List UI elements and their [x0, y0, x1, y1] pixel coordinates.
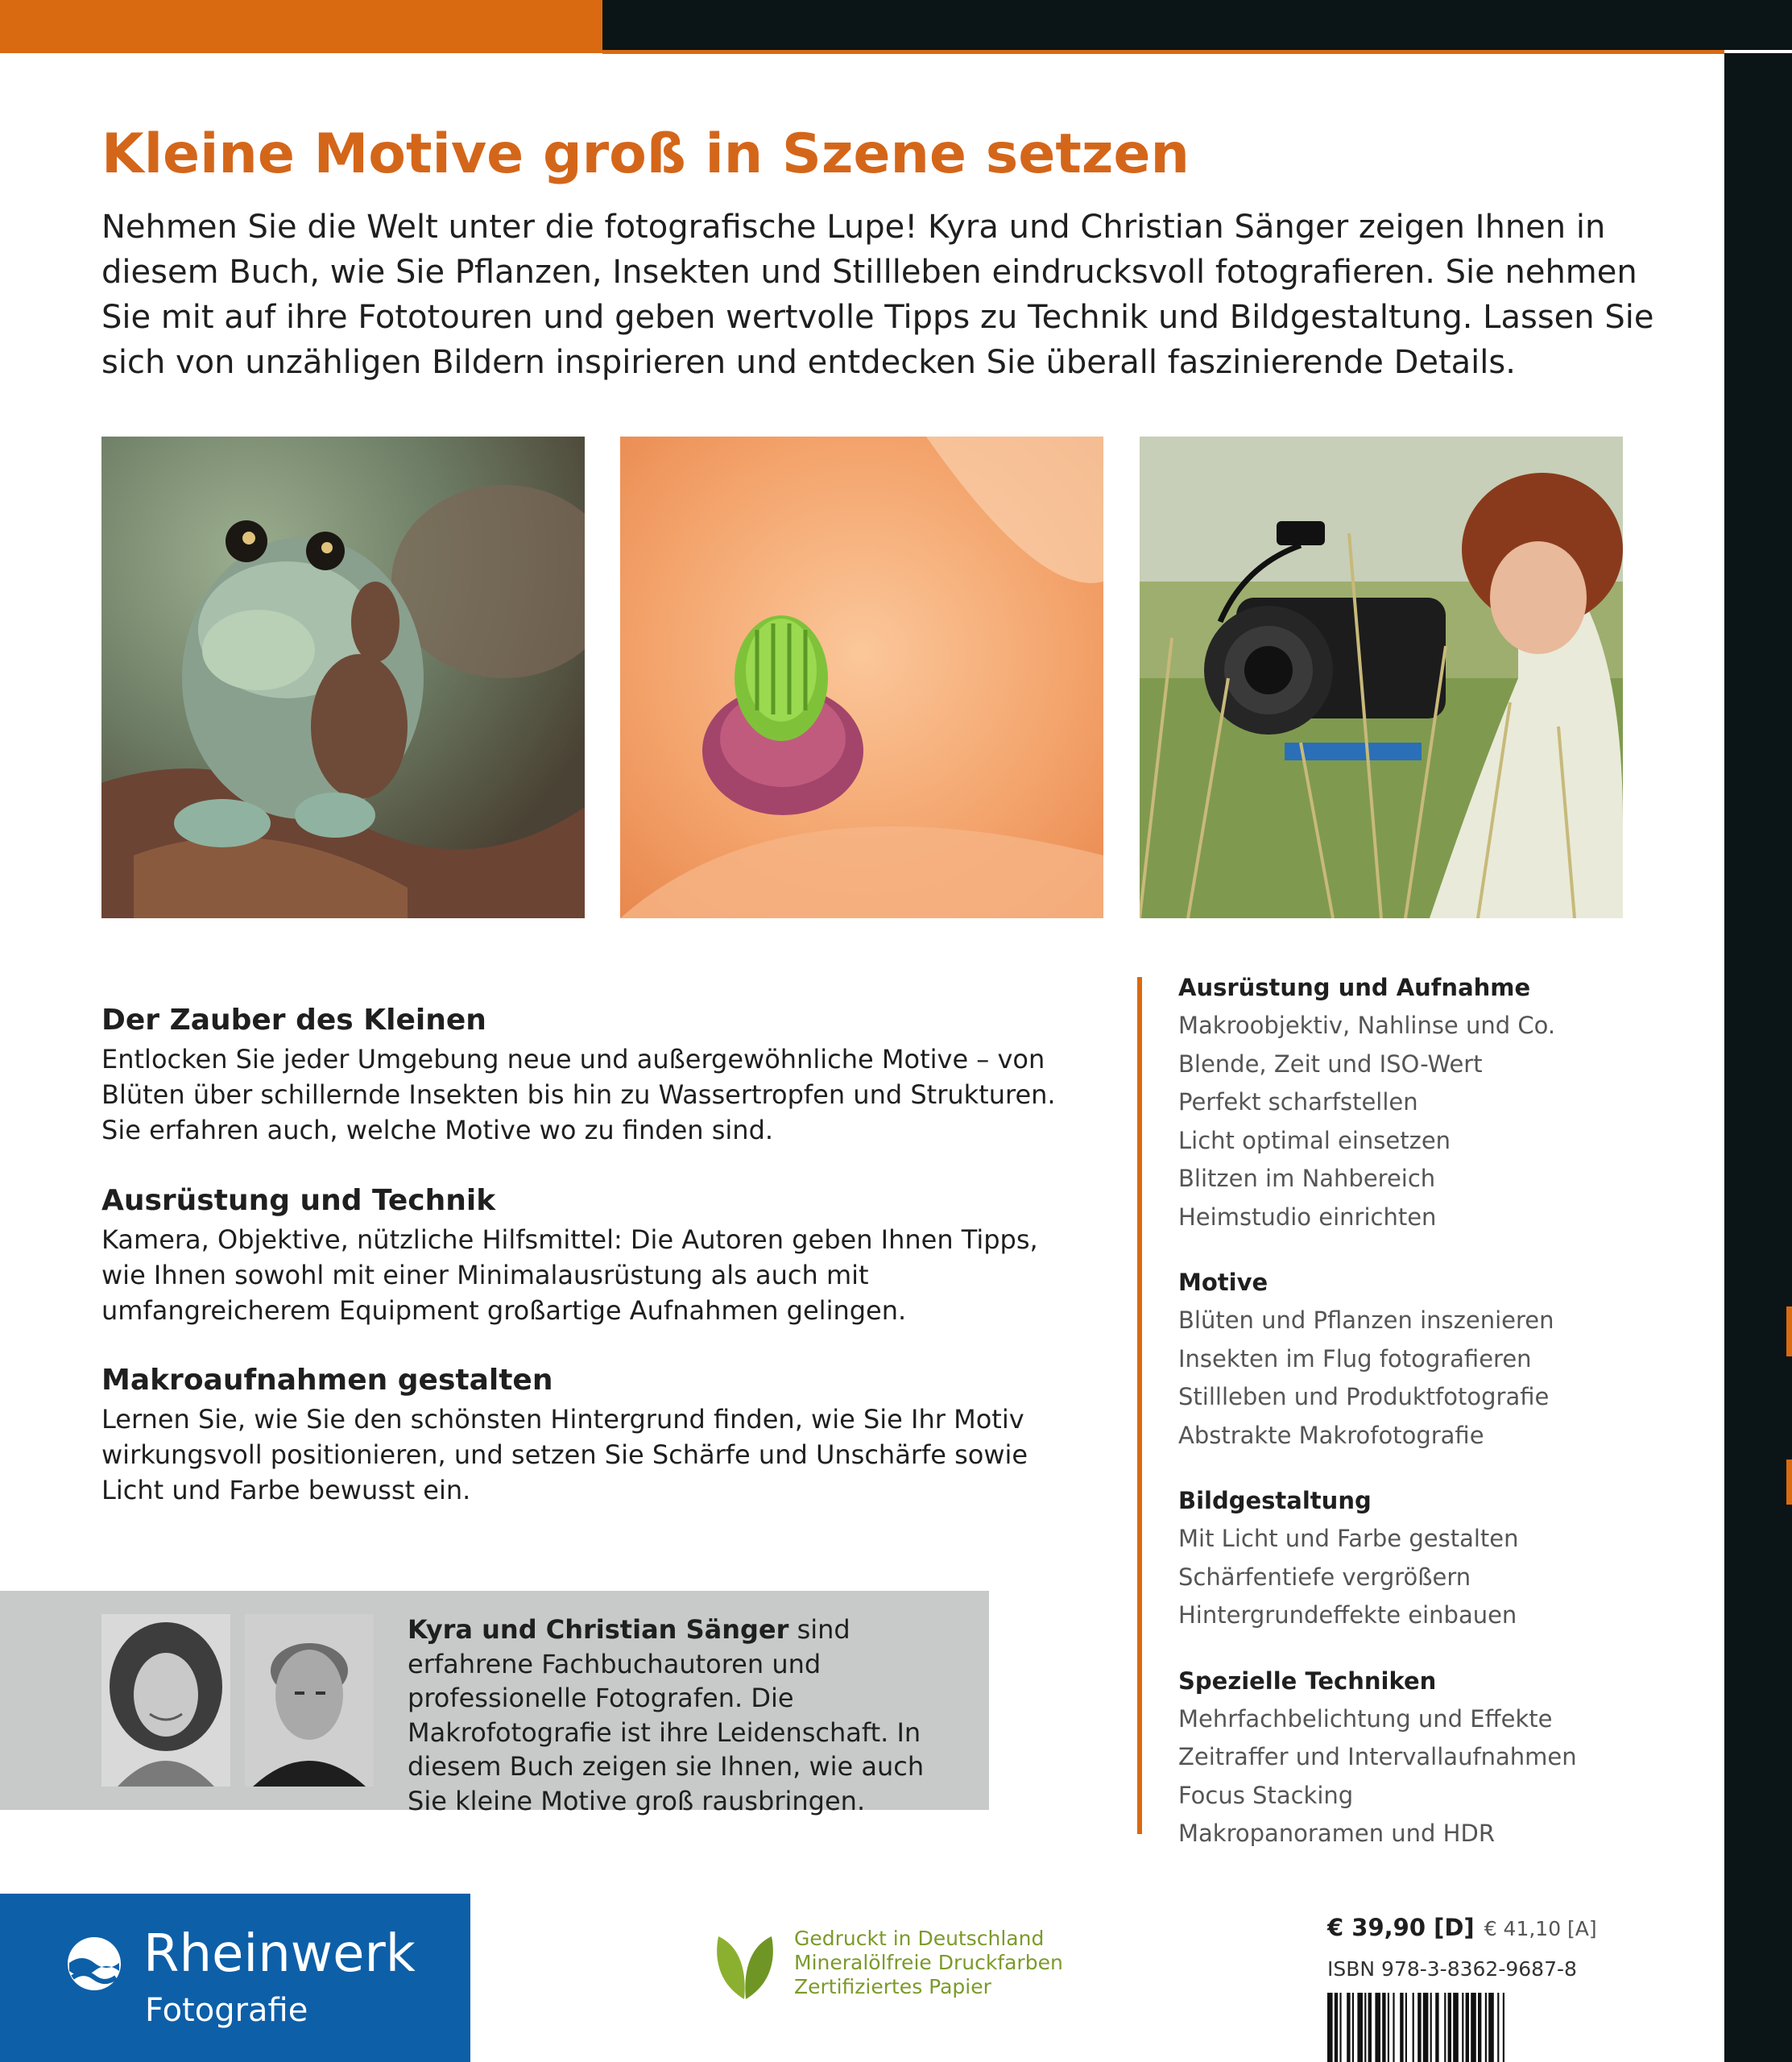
toc-item: Abstrakte Makrofotografie [1178, 1421, 1484, 1449]
barcode-bar [1327, 1993, 1333, 2062]
barcode-bar [1347, 1993, 1350, 2062]
feature-ausruestung [101, 1184, 1068, 1328]
toc-item: Makropanoramen und HDR [1178, 1820, 1495, 1847]
barcode-bar [1444, 1993, 1446, 2062]
toc-item: Blitzen im Nahbereich [1178, 1165, 1436, 1192]
author-bio [408, 1613, 971, 1818]
barcode-bar [1448, 1993, 1451, 2062]
spine-accent [1786, 1460, 1792, 1505]
barcode-bar [1497, 1993, 1499, 2062]
barcode-bar [1352, 1993, 1354, 2062]
leaf-icon [712, 1928, 778, 2001]
toc-item: Heimstudio einrichten [1178, 1203, 1437, 1231]
publisher-name: Rheinwerk [143, 1924, 416, 1984]
book-spine [1724, 53, 1792, 2062]
frog-photo [101, 437, 585, 918]
barcode-bar [1375, 1993, 1380, 2062]
toc-item: Stillleben und Produktfotografie [1178, 1383, 1550, 1410]
publisher-block [0, 1894, 470, 2062]
author-portrait-kyra [101, 1614, 230, 1787]
barcode-bar [1388, 1993, 1389, 2062]
toc-item: Hintergrundeffekte einbauen [1178, 1601, 1517, 1629]
barcode-bar [1335, 1993, 1338, 2062]
barcode [1327, 1993, 1561, 2062]
eco-line: Zertifiziertes Papier [794, 1975, 991, 1998]
flower-photo [620, 437, 1103, 918]
barcode-bar [1453, 1993, 1459, 2062]
toc-item: Licht optimal einsetzen [1178, 1126, 1451, 1154]
barcode-bar [1471, 1993, 1476, 2062]
top-orange-bar [0, 0, 602, 53]
price-at: € 41,10 [A] [1484, 1917, 1597, 1940]
isbn: ISBN 978-3-8362-9687-8 [1327, 1957, 1577, 1981]
toc-group [1178, 1482, 1710, 1635]
spine-accent [1786, 1306, 1792, 1356]
toc-item: Insekten im Flug fotografieren [1178, 1344, 1532, 1373]
feature-gestalten [101, 1364, 1068, 1508]
barcode-bar [1400, 1993, 1403, 2062]
toc-item: Schärfentiefe vergrößern [1178, 1563, 1471, 1591]
barcode-bar [1393, 1993, 1394, 2062]
barcode-bar [1368, 1993, 1372, 2062]
toc-item: Mehrfachbelichtung und Effekte [1178, 1704, 1553, 1733]
toc-item: Mit Licht und Farbe gestalten [1178, 1525, 1519, 1552]
barcode-bar [1339, 1993, 1341, 2062]
barcode-bar [1466, 1993, 1469, 2062]
feature-text: Entlocken Sie jeder Umgebung neue und außergewöhnliche Motive – von Blüten über schillernde Insekten bis hin zu Wassertropfen und Strukturen. Sie erfahren auch, welche Motive wo zu finden sind. [101, 1044, 1056, 1145]
toc-group [1178, 1662, 1710, 1853]
publisher-imprint: Fotografie [145, 1992, 308, 2029]
feature-text: Lernen Sie, wie Sie den schönsten Hintergrund finden, wie Sie Ihr Motiv wirkungsvoll positionieren, und setzen Sie Schärfe und Unschärfe sowie Licht und Farbe bewusst ein. [101, 1404, 1028, 1505]
author-bio-text: sind erfahrene Fachbuchautoren und professionelle Fotografen. Die Makrofotografie ist ihre Leidenschaft. In diesem Buch zeigen sie Ihnen, wie auch Sie kleine Motive groß rausbringen. [408, 1614, 925, 1816]
toc-item: Perfekt scharfstellen [1178, 1088, 1418, 1116]
barcode-bar [1503, 1993, 1504, 2062]
barcode-bar [1413, 1993, 1414, 2062]
barcode-bar [1485, 1993, 1487, 2062]
barcode-bar [1430, 1993, 1432, 2062]
feature-zauber [101, 1004, 1068, 1148]
toc-accent-line [1137, 977, 1142, 1834]
page-title: Kleine Motive groß in Szene setzen [101, 122, 1190, 186]
barcode-bar [1405, 1993, 1407, 2062]
toc-item: Makroobjektiv, Nahlinse und Co. [1178, 1012, 1556, 1039]
toc-heading: Bildgestaltung [1178, 1487, 1372, 1514]
photographer-photo [1140, 437, 1623, 918]
barcode-bar [1423, 1993, 1429, 2062]
barcode-bar [1435, 1993, 1438, 2062]
feature-text: Kamera, Objektive, nützliche Hilfsmittel: Die Autoren geben Ihnen Tipps, wie Ihnen sowohl mit einer Minimalausrüstung als auch mit umfangreicherem Equipment großartige Aufnahmen gelingen. [101, 1224, 1038, 1326]
author-portrait-christian [245, 1614, 374, 1787]
author-names: Kyra und Christian Sänger [408, 1614, 789, 1645]
toc-heading: Spezielle Techniken [1178, 1667, 1437, 1695]
intro-text: Nehmen Sie die Welt unter die fotografische Lupe! Kyra und Christian Sänger zeigen Ihnen in diesem Buch, wie Sie Pflanzen, Insekten und Stillleben eindrucksvoll fotografieren. Sie nehmen Sie mit auf ihre Fototouren und geben wertvolle Tipps zu Technik und Bildgestaltung. Lassen Sie sich von unzähligen Bildern inspirieren und entdecken Sie überall faszinierende Details. [101, 209, 1654, 381]
eco-line: Mineralölfreie Druckfarben [794, 1951, 1063, 1974]
feature-heading: Makroaufnahmen gestalten [101, 1364, 553, 1397]
price-de: € 39,90 [D] [1327, 1914, 1475, 1941]
toc-item: Blende, Zeit und ISO-Wert [1178, 1050, 1483, 1078]
barcode-bar [1417, 1993, 1421, 2062]
eco-line: Gedruckt in Deutschland [794, 1927, 1045, 1950]
toc-heading: Ausrüstung und Aufnahme [1178, 974, 1531, 1001]
eco-info [794, 1927, 1063, 1999]
toc-group [1178, 969, 1710, 1236]
feature-heading: Ausrüstung und Technik [101, 1184, 496, 1217]
barcode-bar [1488, 1993, 1494, 2062]
barcode-bar [1357, 1993, 1363, 2062]
barcode-bar [1364, 1993, 1366, 2062]
toc-heading: Motive [1178, 1269, 1268, 1296]
toc-item: Zeitraffer und Intervallaufnahmen [1178, 1743, 1577, 1770]
toc-item: Focus Stacking [1178, 1781, 1354, 1809]
barcode-bar [1478, 1993, 1481, 2062]
feature-heading: Der Zauber des Kleinen [101, 1004, 486, 1037]
price [1327, 1914, 1597, 1941]
toc-group [1178, 1264, 1710, 1455]
barcode-bar [1382, 1993, 1385, 2062]
rheinwerk-logo-icon [66, 1936, 122, 1992]
barcode-bar [1462, 1993, 1463, 2062]
top-black-bar [602, 0, 1792, 50]
toc-list [1178, 969, 1710, 1881]
toc-item: Blüten und Pflanzen inszenieren [1178, 1306, 1554, 1334]
top-orange-line [602, 50, 1724, 54]
